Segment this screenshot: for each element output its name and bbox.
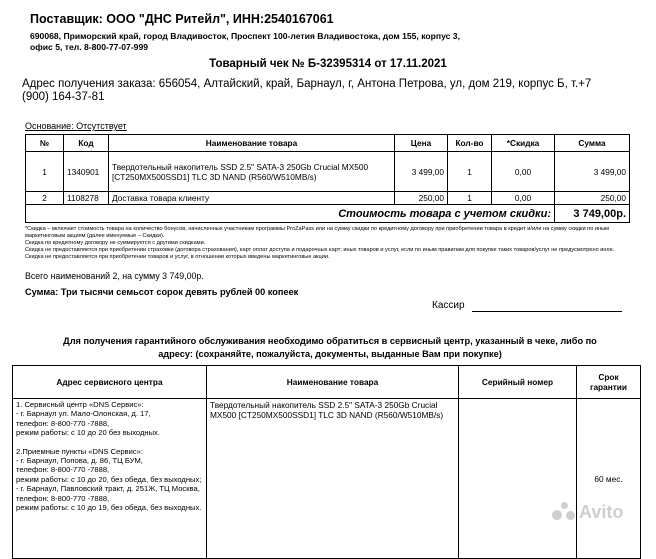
col-product-name: Наименование товара bbox=[207, 366, 459, 399]
col-discount: *Скидка bbox=[492, 135, 555, 152]
row-qty: 1 bbox=[448, 192, 492, 205]
col-name: Наименование товара bbox=[109, 135, 395, 152]
table-row bbox=[13, 399, 641, 559]
serial-number bbox=[459, 399, 577, 559]
delivery-address: Адрес получения заказа: 656054, Алтайский, край, Барнаул, г, Антона Петрова, ул, дом 219, корпус Б, т.+7 (900) 164-37-81 bbox=[22, 78, 592, 103]
service-centers bbox=[13, 399, 207, 559]
row-code: 1340901 bbox=[64, 152, 109, 192]
receipt-title: Товарный чек № Б-32395314 от 17.11.2021 bbox=[209, 58, 447, 70]
row-discount: 0,00 bbox=[492, 192, 555, 205]
service-center-block: 1. Сервисный центр «DNS Сервис»: - г. Барнаул ул. Мало-Олонская, д. 17, телефон: 8-800-770 -7888, режим работы: с 10 до 20 без выходных. bbox=[16, 400, 160, 438]
row-name: Доставка товара клиенту bbox=[109, 192, 395, 205]
col-term: Срок гарантии bbox=[577, 366, 641, 399]
row-discount: 0,00 bbox=[492, 152, 555, 192]
service-center-block: 2.Приемные пункты «DNS Сервис»: - г. Барнаул, Попова, д. 86, ТЦ БУМ, телефон: 8-800-770 -7888, режим работы: с 10 до 20, без обеда, без выходных; - г. Барнаул, Павловский тракт, д. 251Ж, ТЦ Москва, телефон: 8-800-770 -7888, режим работы: с 10 до 19, без обеда, без выходных. bbox=[16, 446, 202, 513]
items-header-row bbox=[26, 135, 630, 152]
items-count: Всего наименований 2, на сумму 3 749,00р. bbox=[25, 271, 204, 281]
col-price: Цена bbox=[395, 135, 448, 152]
col-serial: Серийный номер bbox=[459, 366, 577, 399]
table-row bbox=[26, 192, 630, 205]
col-num: № bbox=[26, 135, 64, 152]
warranty-notice: Для получения гарантийного обслуживания необходимо обратиться в сервисный центр, указанный в чеке, либо по адресу: (сохраняйте, пожалуйста, документы, выданные Вам при покупке) bbox=[63, 336, 597, 359]
avito-watermark bbox=[552, 502, 623, 523]
table-row bbox=[26, 152, 630, 192]
row-num: 2 bbox=[26, 192, 64, 205]
items-table bbox=[25, 134, 630, 223]
warranty-table bbox=[12, 365, 641, 559]
warranty-product: Твердотельный накопитель SSD 2.5" SATA-3 250Gb Crucial MX500 [CT250MX500SSD1] TLC 3D NAND (R560/W510MB/s) bbox=[207, 399, 459, 559]
note-line: Скидка по кредитному договору не суммируется с другими скидками. bbox=[25, 239, 206, 246]
col-sum: Сумма bbox=[555, 135, 630, 152]
row-price: 250,00 bbox=[395, 192, 448, 205]
total-row bbox=[26, 205, 630, 223]
supplier-address: 690068, Приморский край, город Владивосток, Проспект 100-летия Владивостока, дом 155, корпус 3, офис 5, тел. 8-800-77-07-999 bbox=[30, 31, 460, 52]
row-sum: 3 499,00 bbox=[555, 152, 630, 192]
row-code: 1108278 bbox=[64, 192, 109, 205]
row-name: Твердотельный накопитель SSD 2.5" SATA-3 250Gb Crucial MX500 [CT250MX500SSD1] TLC 3D NAND (R560/W510MB/s) bbox=[109, 152, 395, 192]
basis: Основание: Отсутствует bbox=[25, 121, 127, 131]
warranty-term: 60 мес. bbox=[577, 399, 641, 559]
supplier-name: Поставщик: ООО "ДНС Ритейл", ИНН:2540167061 bbox=[30, 12, 334, 26]
cashier-label: Кассир bbox=[432, 300, 465, 311]
row-qty: 1 bbox=[448, 152, 492, 192]
discount-notes bbox=[25, 226, 625, 261]
avito-logo-icon bbox=[552, 502, 576, 520]
warranty-header-row bbox=[13, 366, 641, 399]
note-line: *Скидка – включает стоимость товара на количество бонусов, начисленных участникам программы ProZaPass или на сумму скидки по кредитному договору при приобретении товара в кредит и/или на сумму скидки по иным маркетинговым акциям (далее именуемые – Скидки). bbox=[25, 226, 609, 239]
amount-in-words: Сумма: Три тысячи семьсот сорок девять рублей 00 копеек bbox=[25, 287, 299, 297]
note-line: Скидка не предоставляется при приобретении страховки (договора страхования), карт оплат доступа и подарочных карт; иных товаров и услуг, если по иным правилам для покупке таких товаров/услуг не предусмотрено иное. Скидка не предоставляется при приобретении товаров и услуг, в отношении которых введены маркетинговые акции. bbox=[25, 246, 615, 260]
row-sum: 250,00 bbox=[555, 192, 630, 205]
avito-watermark-text: Avito bbox=[579, 502, 624, 522]
col-service-address: Адрес сервисного центра bbox=[13, 366, 207, 399]
total-value: 3 749,00р. bbox=[555, 205, 630, 223]
row-price: 3 499,00 bbox=[395, 152, 448, 192]
col-code: Код bbox=[64, 135, 109, 152]
cashier-signature-line bbox=[472, 311, 622, 312]
row-num: 1 bbox=[26, 152, 64, 192]
total-label: Стоимость товара с учетом скидки: bbox=[26, 205, 555, 223]
col-qty: Кол-во bbox=[448, 135, 492, 152]
